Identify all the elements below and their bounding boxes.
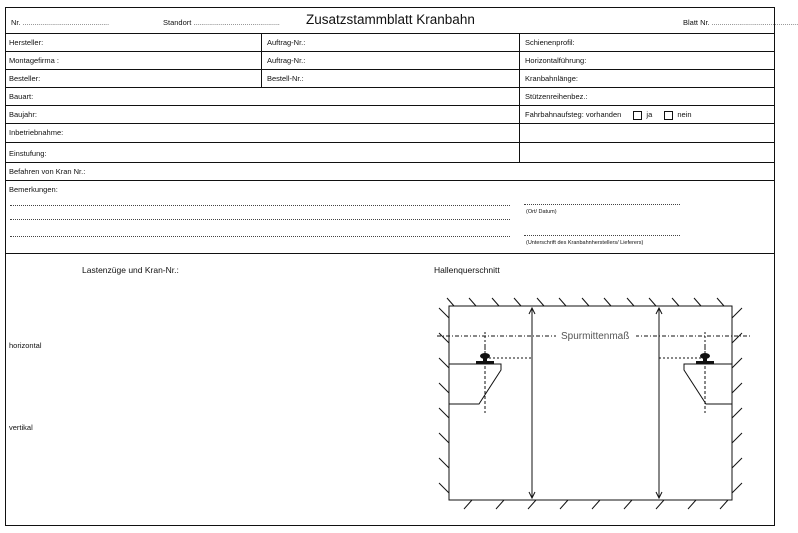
page-title: Zusatzstammblatt Kranbahn <box>306 12 475 27</box>
auftrag2-field[interactable]: Auftrag-Nr.: <box>267 56 306 65</box>
ja-checkbox[interactable] <box>633 111 642 120</box>
horizontalfuehrung-field[interactable]: Horizontalführung: <box>525 56 587 65</box>
horizontal-label: horizontal <box>9 341 42 350</box>
unterschrift-caption: (Unterschrift des Kranbahnherstellers/ Lieferers) <box>526 240 644 246</box>
inbetriebnahme-field[interactable]: Inbetriebnahme: <box>9 128 64 137</box>
unterschrift-line[interactable] <box>524 235 680 236</box>
standort-field[interactable] <box>160 8 280 33</box>
bemerkungen-label: Bemerkungen: <box>9 185 58 194</box>
auftrag1-field[interactable]: Auftrag-Nr.: <box>267 38 306 47</box>
bestell-field[interactable]: Bestell-Nr.: <box>267 74 304 83</box>
besteller-field[interactable]: Besteller: <box>9 74 41 83</box>
stuetzenreihenbez-field[interactable]: Stützenreihenbez.: <box>525 92 588 101</box>
ja-label: ja <box>646 110 653 119</box>
nr-field[interactable] <box>8 8 109 33</box>
blatt-dots: ............................................ <box>711 21 798 27</box>
left-corbel <box>449 364 501 404</box>
einstufung-field[interactable]: Einstufung: <box>9 149 47 158</box>
row-hersteller <box>6 34 774 52</box>
hallenquerschnitt-title: Hallenquerschnitt <box>434 265 500 275</box>
blatt-label: Blatt Nr. <box>683 18 710 27</box>
row-besteller <box>6 70 774 88</box>
bemerkung-line-1[interactable] <box>10 205 510 206</box>
ort-datum-caption: (Ort/ Datum) <box>526 209 557 215</box>
right-rail-icon <box>696 353 714 364</box>
nein-label: nein <box>677 110 692 119</box>
left-rail-icon <box>476 353 494 364</box>
standort-dots: ............................................ <box>193 21 281 27</box>
bauart-field[interactable]: Bauart: <box>9 92 34 101</box>
baujahr-field[interactable]: Baujahr: <box>9 110 37 119</box>
nr-label: Nr. <box>11 18 21 27</box>
lastenzuege-title: Lastenzüge und Kran-Nr.: <box>82 265 179 275</box>
befahren-field[interactable]: Befahren von Kran Nr.: <box>9 167 86 176</box>
row-baujahr <box>6 106 774 124</box>
nein-checkbox[interactable] <box>664 111 673 120</box>
right-corbel <box>684 364 732 404</box>
schienenprofil-field[interactable]: Schienenprofil: <box>525 38 575 47</box>
bemerkung-line-3[interactable] <box>10 236 510 237</box>
fahrbahnaufsteg-field <box>522 106 692 123</box>
montagefirma-field[interactable]: Montagefirma : <box>9 56 60 65</box>
top-hatching <box>447 298 724 306</box>
row-montagefirma <box>6 52 774 70</box>
form-sheet <box>5 7 798 526</box>
standort-label: Standort <box>163 18 192 27</box>
header-row <box>6 8 798 34</box>
vertikal-label: vertikal <box>9 423 33 432</box>
row-inbetriebnahme <box>6 124 774 143</box>
row-bauart <box>6 88 774 106</box>
row-befahren <box>6 163 774 181</box>
ort-datum-line[interactable] <box>524 204 680 205</box>
nr-dots: ............................................ <box>22 21 110 27</box>
bemerkung-line-2[interactable] <box>10 219 510 220</box>
hersteller-field[interactable]: Hersteller: <box>9 38 44 47</box>
blatt-field[interactable] <box>680 8 798 33</box>
hallenquerschnitt-diagram <box>424 288 764 516</box>
spurmittenmass-label: Spurmittenmaß <box>561 331 630 342</box>
kranbahnlaenge-field[interactable]: Kranbahnlänge: <box>525 74 578 83</box>
bottom-hatching <box>464 500 728 509</box>
row-einstufung <box>6 143 774 163</box>
row-bemerkungen <box>6 181 774 254</box>
fahrbahnaufsteg-label: Fahrbahnaufsteg: vorhanden <box>525 110 622 119</box>
